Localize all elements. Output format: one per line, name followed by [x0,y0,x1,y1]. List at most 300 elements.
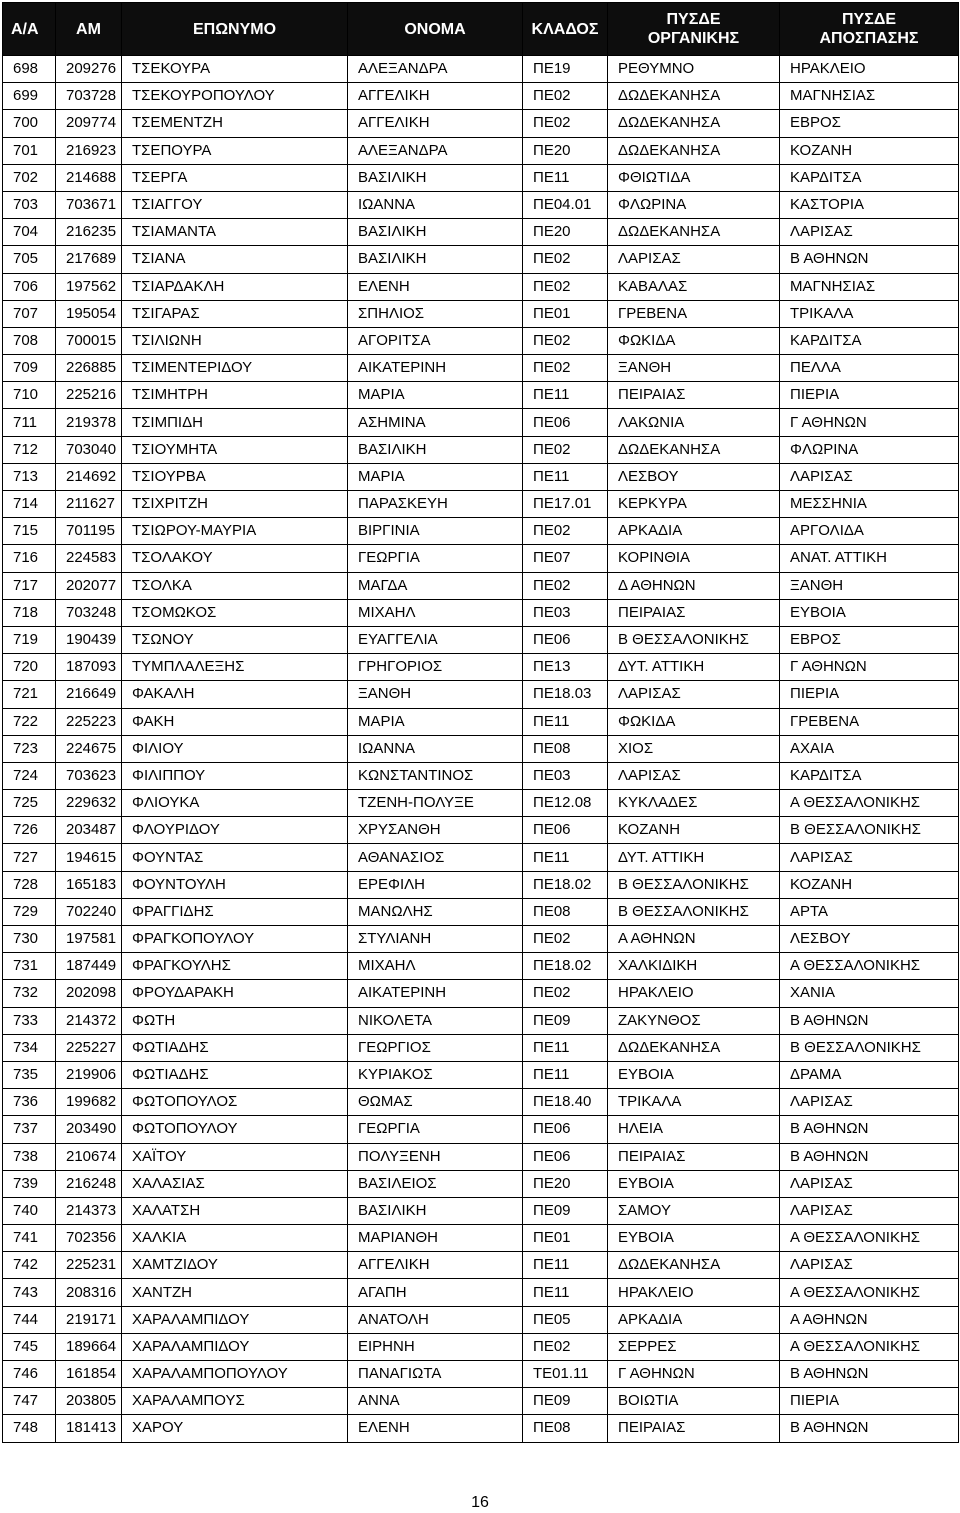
cell-pysde-organic: ΛΑΚΩΝΙΑ [608,409,780,436]
cell-branch: ΠΕ04.01 [523,191,608,218]
table-row [3,327,959,354]
cell-pysde-organic: ΛΑΡΙΣΑΣ [608,681,780,708]
page-number: 16 [471,1494,489,1511]
cell-pysde-organic: ΠΕΙΡΑΙΑΣ [608,1143,780,1170]
cell-branch: ΠΕ11 [523,463,608,490]
cell-pysde-secondment: ΑΡΓΟΛΙΔΑ [780,518,959,545]
cell-surname: ΤΣΙΜΗΤΡΗ [122,382,348,409]
table-row [3,191,959,218]
cell-pysde-organic: ΚΟΖΑΝΗ [608,817,780,844]
cell-branch: ΤΕ01.11 [523,1361,608,1388]
cell-name: ΒΑΣΙΛΙΚΗ [348,1197,523,1224]
cell-pysde-secondment: ΛΑΡΙΣΑΣ [780,1170,959,1197]
table-row [3,164,959,191]
cell-pysde-secondment: ΚΑΡΔΙΤΣΑ [780,762,959,789]
cell-pysde-organic: ΒΟΙΩΤΙΑ [608,1388,780,1415]
cell-am: 195054 [56,300,122,327]
cell-pysde-secondment: ΛΑΡΙΣΑΣ [780,1089,959,1116]
cell-pysde-organic: ΖΑΚΥΝΘΟΣ [608,1007,780,1034]
cell-surname: ΤΣΕΚΟΥΡΟΠΟΥΛΟΥ [122,83,348,110]
cell-pysde-secondment: ΑΧΑΙΑ [780,735,959,762]
cell-am: 703623 [56,762,122,789]
cell-branch: ΠΕ18.03 [523,681,608,708]
cell-name: ΓΕΩΡΓΙΟΣ [348,1034,523,1061]
cell-am: 225216 [56,382,122,409]
cell-branch: ΠΕ11 [523,164,608,191]
header-pysde-secondment: ΠΥΣΔΕ ΑΠΟΣΠΑΣΗΣ [780,3,959,56]
cell-am: 203487 [56,817,122,844]
cell-surname: ΤΥΜΠΛΑΛΕΞΗΣ [122,654,348,681]
cell-aa: 729 [3,898,56,925]
cell-pysde-organic: ΡΕΘΥΜΝΟ [608,56,780,83]
cell-am: 703248 [56,599,122,626]
cell-aa: 705 [3,246,56,273]
cell-branch: ΠΕ17.01 [523,491,608,518]
cell-aa: 732 [3,980,56,1007]
cell-surname: ΤΣΕΜΕΝΤΖΗ [122,110,348,137]
cell-surname: ΤΣΙΜΠΙΔΗ [122,409,348,436]
cell-pysde-secondment: ΚΟΖΑΝΗ [780,871,959,898]
table-row [3,409,959,436]
cell-aa: 746 [3,1361,56,1388]
cell-am: 189664 [56,1333,122,1360]
cell-branch: ΠΕ20 [523,137,608,164]
cell-am: 194615 [56,844,122,871]
cell-branch: ΠΕ12.08 [523,790,608,817]
table-row [3,219,959,246]
header-pysde-organic: ΠΥΣΔΕ ΟΡΓΑΝΙΚΗΣ [608,3,780,56]
cell-pysde-secondment: ΜΑΓΝΗΣΙΑΣ [780,273,959,300]
cell-am: 216235 [56,219,122,246]
teachers-table [2,2,959,1443]
cell-aa: 728 [3,871,56,898]
cell-surname: ΤΣΕΡΓΑ [122,164,348,191]
cell-name: ΓΕΩΡΓΙΑ [348,545,523,572]
cell-surname: ΤΣΙΟΥΡΒΑ [122,463,348,490]
cell-am: 187093 [56,654,122,681]
cell-aa: 708 [3,327,56,354]
cell-aa: 701 [3,137,56,164]
table-row [3,708,959,735]
cell-aa: 736 [3,1089,56,1116]
header-surname: ΕΠΩΝΥΜΟ [122,3,348,56]
cell-surname: ΦΑΚΗ [122,708,348,735]
cell-aa: 726 [3,817,56,844]
cell-surname: ΤΣΩΝΟΥ [122,626,348,653]
cell-surname: ΤΣΟΜΩΚΟΣ [122,599,348,626]
cell-aa: 742 [3,1252,56,1279]
cell-am: 202098 [56,980,122,1007]
cell-pysde-secondment: Α ΘΕΣΣΑΛΟΝΙΚΗΣ [780,1279,959,1306]
cell-pysde-organic: ΗΡΑΚΛΕΙΟ [608,980,780,1007]
cell-pysde-secondment: ΛΑΡΙΣΑΣ [780,463,959,490]
cell-branch: ΠΕ02 [523,355,608,382]
cell-am: 703040 [56,436,122,463]
cell-am: 181413 [56,1415,122,1442]
cell-pysde-organic: ΚΑΒΑΛΑΣ [608,273,780,300]
cell-branch: ΠΕ11 [523,1034,608,1061]
cell-pysde-secondment: ΚΑΣΤΟΡΙΑ [780,191,959,218]
cell-pysde-organic: ΓΡΕΒΕΝΑ [608,300,780,327]
cell-pysde-secondment: Β ΑΘΗΝΩΝ [780,1143,959,1170]
cell-surname: ΤΣΙΑΓΓΟΥ [122,191,348,218]
cell-aa: 731 [3,953,56,980]
table-row [3,980,959,1007]
cell-branch: ΠΕ11 [523,382,608,409]
cell-branch: ΠΕ06 [523,409,608,436]
table-row [3,518,959,545]
cell-am: 209774 [56,110,122,137]
cell-name: ΕΥΑΓΓΕΛΙΑ [348,626,523,653]
cell-branch: ΠΕ02 [523,572,608,599]
cell-aa: 721 [3,681,56,708]
table-row [3,871,959,898]
table-row [3,898,959,925]
cell-surname: ΧΑΡΑΛΑΜΠΙΔΟΥ [122,1306,348,1333]
cell-am: 199682 [56,1089,122,1116]
cell-am: 214692 [56,463,122,490]
cell-pysde-organic: ΔΩΔΕΚΑΝΗΣΑ [608,83,780,110]
cell-surname: ΧΑΛΑΤΣΗ [122,1197,348,1224]
cell-pysde-secondment: Α ΘΕΣΣΑΛΟΝΙΚΗΣ [780,953,959,980]
cell-name: ΠΑΡΑΣΚΕΥΗ [348,491,523,518]
table-row [3,1225,959,1252]
cell-name: ΜΑΡΙΑΝΘΗ [348,1225,523,1252]
cell-pysde-secondment: ΧΑΝΙΑ [780,980,959,1007]
cell-name: ΙΩΑΝΝΑ [348,735,523,762]
cell-pysde-secondment: ΚΑΡΔΙΤΣΑ [780,327,959,354]
cell-aa: 725 [3,790,56,817]
cell-name: ΑΛΕΞΑΝΔΡΑ [348,137,523,164]
table-row [3,1061,959,1088]
cell-name: ΑΣΗΜΙΝΑ [348,409,523,436]
table-row [3,953,959,980]
cell-pysde-secondment: ΗΡΑΚΛΕΙΟ [780,56,959,83]
cell-branch: ΠΕ08 [523,735,608,762]
table-row [3,790,959,817]
cell-aa: 713 [3,463,56,490]
cell-pysde-organic: ΔΩΔΕΚΑΝΗΣΑ [608,1252,780,1279]
cell-pysde-organic: ΚΕΡΚΥΡΑ [608,491,780,518]
cell-name: ΕΙΡΗΝΗ [348,1333,523,1360]
table-row [3,1116,959,1143]
cell-branch: ΠΕ05 [523,1306,608,1333]
cell-surname: ΧΑΡΑΛΑΜΠΙΔΟΥ [122,1333,348,1360]
cell-pysde-secondment: Β ΑΘΗΝΩΝ [780,1415,959,1442]
table-row [3,1333,959,1360]
cell-pysde-secondment: ΠΙΕΡΙΑ [780,382,959,409]
cell-surname: ΤΣΙΩΡΟΥ-ΜΑΥΡΙΑ [122,518,348,545]
table-row [3,735,959,762]
cell-am: 702240 [56,898,122,925]
cell-branch: ΠΕ11 [523,1279,608,1306]
cell-surname: ΤΣΕΠΟΥΡΑ [122,137,348,164]
cell-aa: 734 [3,1034,56,1061]
cell-am: 187449 [56,953,122,980]
table-row [3,1143,959,1170]
cell-branch: ΠΕ20 [523,1170,608,1197]
cell-branch: ΠΕ19 [523,56,608,83]
cell-pysde-organic: ΔΩΔΕΚΑΝΗΣΑ [608,110,780,137]
table-row [3,83,959,110]
cell-surname: ΧΑΡΟΥ [122,1415,348,1442]
cell-pysde-organic: ΛΕΣΒΟΥ [608,463,780,490]
cell-am: 226885 [56,355,122,382]
cell-am: 219378 [56,409,122,436]
cell-aa: 703 [3,191,56,218]
cell-pysde-secondment: ΚΟΖΑΝΗ [780,137,959,164]
cell-pysde-organic: Δ ΑΘΗΝΩΝ [608,572,780,599]
cell-pysde-organic: ΦΩΚΙΔΑ [608,708,780,735]
cell-am: 703728 [56,83,122,110]
cell-branch: ΠΕ02 [523,926,608,953]
cell-surname: ΦΟΥΝΤΑΣ [122,844,348,871]
cell-branch: ΠΕ18.40 [523,1089,608,1116]
cell-pysde-secondment: ΕΒΡΟΣ [780,626,959,653]
cell-aa: 711 [3,409,56,436]
cell-am: 224583 [56,545,122,572]
cell-branch: ΠΕ11 [523,844,608,871]
cell-branch: ΠΕ02 [523,518,608,545]
cell-branch: ΠΕ02 [523,110,608,137]
cell-name: ΑΓΓΕΛΙΚΗ [348,1252,523,1279]
table-row [3,463,959,490]
cell-name: ΑΝΝΑ [348,1388,523,1415]
cell-am: 214688 [56,164,122,191]
cell-name: ΜΙΧΑΗΛ [348,953,523,980]
cell-am: 700015 [56,327,122,354]
cell-aa: 710 [3,382,56,409]
cell-pysde-organic: Β ΘΕΣΣΑΛΟΝΙΚΗΣ [608,898,780,925]
cell-name: ΑΓΟΡΙΤΣΑ [348,327,523,354]
cell-name: ΠΟΛΥΞΕΝΗ [348,1143,523,1170]
cell-branch: ΠΕ07 [523,545,608,572]
cell-pysde-secondment: ΠΙΕΡΙΑ [780,681,959,708]
table-row [3,137,959,164]
cell-pysde-organic: ΑΡΚΑΔΙΑ [608,1306,780,1333]
cell-am: 197581 [56,926,122,953]
cell-aa: 718 [3,599,56,626]
cell-am: 219906 [56,1061,122,1088]
cell-surname: ΦΡΑΓΚΟΠΟΥΛΟΥ [122,926,348,953]
cell-am: 229632 [56,790,122,817]
cell-pysde-secondment: ΓΡΕΒΕΝΑ [780,708,959,735]
cell-aa: 737 [3,1116,56,1143]
cell-am: 217689 [56,246,122,273]
cell-branch: ΠΕ08 [523,1415,608,1442]
cell-aa: 704 [3,219,56,246]
cell-aa: 744 [3,1306,56,1333]
cell-name: ΙΩΑΝΝΑ [348,191,523,218]
cell-pysde-organic: ΦΘΙΩΤΙΔΑ [608,164,780,191]
cell-branch: ΠΕ09 [523,1007,608,1034]
table-row [3,844,959,871]
cell-pysde-organic: ΣΕΡΡΕΣ [608,1333,780,1360]
cell-name: ΝΙΚΟΛΕΤΑ [348,1007,523,1034]
cell-name: ΒΑΣΙΛΙΚΗ [348,219,523,246]
cell-surname: ΦΑΚΑΛΗ [122,681,348,708]
cell-name: ΑΓΑΠΗ [348,1279,523,1306]
cell-surname: ΤΣΟΛΑΚΟΥ [122,545,348,572]
table-row [3,355,959,382]
cell-pysde-secondment: ΛΑΡΙΣΑΣ [780,1197,959,1224]
cell-pysde-organic: ΚΟΡΙΝΘΙΑ [608,545,780,572]
cell-pysde-secondment: ΠΕΛΛΑ [780,355,959,382]
cell-aa: 709 [3,355,56,382]
cell-pysde-secondment: Α ΘΕΣΣΑΛΟΝΙΚΗΣ [780,790,959,817]
cell-surname: ΤΣΙΛΙΩΝΗ [122,327,348,354]
cell-pysde-organic: ΦΩΚΙΔΑ [608,327,780,354]
cell-branch: ΠΕ06 [523,1116,608,1143]
cell-am: 225231 [56,1252,122,1279]
cell-surname: ΧΑΛΑΣΙΑΣ [122,1170,348,1197]
cell-am: 161854 [56,1361,122,1388]
cell-name: ΣΠΗΛΙΟΣ [348,300,523,327]
cell-am: 225227 [56,1034,122,1061]
cell-surname: ΦΩΤΙΑΔΗΣ [122,1034,348,1061]
cell-am: 225223 [56,708,122,735]
cell-am: 190439 [56,626,122,653]
cell-branch: ΠΕ06 [523,1143,608,1170]
cell-surname: ΤΣΙΑΡΔΑΚΛΗ [122,273,348,300]
table-row [3,1034,959,1061]
cell-aa: 743 [3,1279,56,1306]
cell-aa: 715 [3,518,56,545]
cell-am: 209276 [56,56,122,83]
cell-name: ΜΑΡΙΑ [348,382,523,409]
table-row [3,110,959,137]
table-row [3,762,959,789]
cell-am: 219171 [56,1306,122,1333]
cell-branch: ΠΕ11 [523,708,608,735]
cell-pysde-organic: ΚΥΚΛΑΔΕΣ [608,790,780,817]
cell-aa: 720 [3,654,56,681]
cell-branch: ΠΕ02 [523,1333,608,1360]
cell-branch: ΠΕ03 [523,599,608,626]
cell-name: ΒΙΡΓΙΝΙΑ [348,518,523,545]
cell-pysde-organic: ΕΥΒΟΙΑ [608,1170,780,1197]
cell-surname: ΧΑΡΑΛΑΜΠΟΠΟΥΛΟΥ [122,1361,348,1388]
cell-surname: ΦΟΥΝΤΟΥΛΗ [122,871,348,898]
cell-pysde-organic: Β ΘΕΣΣΑΛΟΝΙΚΗΣ [608,871,780,898]
cell-aa: 712 [3,436,56,463]
cell-pysde-organic: ΕΥΒΟΙΑ [608,1061,780,1088]
cell-branch: ΠΕ11 [523,1252,608,1279]
cell-aa: 699 [3,83,56,110]
cell-name: ΑΙΚΑΤΕΡΙΝΗ [348,980,523,1007]
cell-surname: ΧΑΛΚΙΑ [122,1225,348,1252]
cell-surname: ΦΡΑΓΚΟΥΛΗΣ [122,953,348,980]
table-row [3,626,959,653]
cell-pysde-secondment: ΚΑΡΔΙΤΣΑ [780,164,959,191]
cell-am: 216248 [56,1170,122,1197]
cell-branch: ΠΕ08 [523,898,608,925]
cell-pysde-secondment: ΜΕΣΣΗΝΙΑ [780,491,959,518]
cell-pysde-secondment: Β ΑΘΗΝΩΝ [780,246,959,273]
cell-aa: 714 [3,491,56,518]
cell-am: 224675 [56,735,122,762]
cell-name: ΚΩΝΣΤΑΝΤΙΝΟΣ [348,762,523,789]
cell-surname: ΤΣΟΛΚΑ [122,572,348,599]
cell-name: ΑΝΑΤΟΛΗ [348,1306,523,1333]
table-row [3,436,959,463]
cell-aa: 727 [3,844,56,871]
cell-surname: ΤΣΙΑΜΑΝΤΑ [122,219,348,246]
cell-pysde-organic: ΑΡΚΑΔΙΑ [608,518,780,545]
cell-branch: ΠΕ02 [523,273,608,300]
cell-pysde-organic: ΧΙΟΣ [608,735,780,762]
cell-am: 203805 [56,1388,122,1415]
cell-pysde-organic: ΣΑΜΟΥ [608,1197,780,1224]
table-row [3,1197,959,1224]
cell-name: ΑΓΓΕΛΙΚΗ [348,110,523,137]
table-row [3,1252,959,1279]
table-row [3,382,959,409]
cell-aa: 707 [3,300,56,327]
cell-pysde-organic: ΔΥΤ. ΑΤΤΙΚΗ [608,654,780,681]
cell-aa: 722 [3,708,56,735]
cell-aa: 730 [3,926,56,953]
cell-name: ΕΛΕΝΗ [348,273,523,300]
cell-branch: ΠΕ06 [523,817,608,844]
cell-aa: 735 [3,1061,56,1088]
cell-name: ΒΑΣΙΛΙΚΗ [348,164,523,191]
cell-branch: ΠΕ03 [523,762,608,789]
cell-pysde-organic: ΠΕΙΡΑΙΑΣ [608,599,780,626]
cell-name: ΒΑΣΙΛΙΚΗ [348,436,523,463]
cell-pysde-secondment: Β ΑΘΗΝΩΝ [780,1361,959,1388]
table-row [3,926,959,953]
cell-pysde-organic: ΞΑΝΘΗ [608,355,780,382]
cell-pysde-organic: ΤΡΙΚΑΛΑ [608,1089,780,1116]
cell-surname: ΦΩΤΗ [122,1007,348,1034]
cell-surname: ΦΩΤΟΠΟΥΛΟΥ [122,1116,348,1143]
cell-pysde-secondment: ΛΑΡΙΣΑΣ [780,844,959,871]
table-row [3,572,959,599]
cell-surname: ΧΑΡΑΛΑΜΠΟΥΣ [122,1388,348,1415]
cell-pysde-organic: ΔΥΤ. ΑΤΤΙΚΗ [608,844,780,871]
cell-aa: 702 [3,164,56,191]
cell-pysde-secondment: ΤΡΙΚΑΛΑ [780,300,959,327]
cell-am: 701195 [56,518,122,545]
table-row [3,56,959,83]
cell-pysde-secondment: ΕΥΒΟΙΑ [780,599,959,626]
cell-aa: 740 [3,1197,56,1224]
cell-am: 210674 [56,1143,122,1170]
cell-pysde-organic: Γ ΑΘΗΝΩΝ [608,1361,780,1388]
cell-surname: ΤΣΙΑΝΑ [122,246,348,273]
header-am: ΑΜ [56,3,122,56]
cell-name: ΜΑΓΔΑ [348,572,523,599]
cell-pysde-secondment: ΑΝΑΤ. ΑΤΤΙΚΗ [780,545,959,572]
cell-branch: ΠΕ09 [523,1197,608,1224]
cell-surname: ΦΩΤΙΑΔΗΣ [122,1061,348,1088]
table-header-row [3,3,959,56]
cell-pysde-secondment: Β ΑΘΗΝΩΝ [780,1007,959,1034]
cell-pysde-secondment: Β ΘΕΣΣΑΛΟΝΙΚΗΣ [780,817,959,844]
cell-name: ΘΩΜΑΣ [348,1089,523,1116]
cell-branch: ΠΕ09 [523,1388,608,1415]
cell-pysde-secondment: ΑΡΤΑ [780,898,959,925]
cell-branch: ΠΕ18.02 [523,953,608,980]
table-body [3,56,959,1443]
cell-am: 165183 [56,871,122,898]
cell-aa: 700 [3,110,56,137]
header-branch: ΚΛΑΔΟΣ [523,3,608,56]
cell-pysde-secondment: Γ ΑΘΗΝΩΝ [780,409,959,436]
table-row [3,1279,959,1306]
cell-pysde-organic: ΗΡΑΚΛΕΙΟ [608,1279,780,1306]
